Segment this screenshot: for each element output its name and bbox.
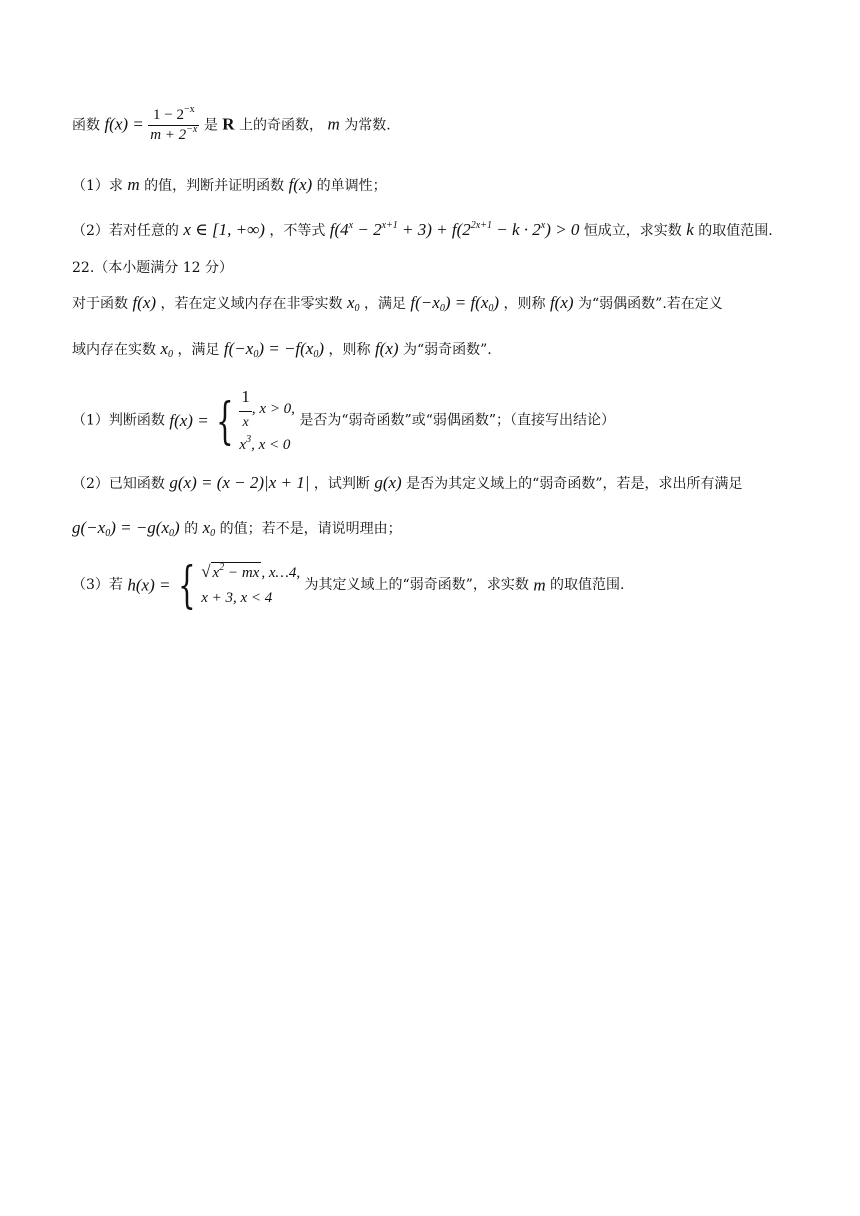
def-text: ，满足: [177, 342, 220, 358]
g-odd-equation: $g(-x_0) = -g(x_0)$: [72, 518, 180, 539]
def-text: 为“弱奇函数”.: [402, 342, 492, 358]
intro-lead: 函数: [72, 117, 100, 134]
fraction-numerator: 1 − 2: [152, 107, 184, 123]
case2-expr: x + 3, x < 4: [201, 590, 273, 607]
var-m: m: [327, 114, 340, 134]
q22-3-label: （3）若: [72, 577, 123, 593]
q22-2-text1: ，试判断: [313, 476, 370, 492]
var-m: m: [127, 175, 140, 194]
q22-part2-line2: [72, 518, 402, 539]
fx-expr: f(x): [288, 175, 313, 194]
q21-1-text2: 的单调性；: [316, 178, 387, 194]
sqrt-exponent: 2: [219, 562, 225, 574]
x-domain: x ∈ [1, +∞): [183, 220, 265, 239]
real-set-symbol: R: [222, 114, 235, 134]
case1-condition: , x…4,: [261, 565, 301, 582]
fx-expr: f(x): [132, 293, 157, 312]
q22-3-text1: 为其定义域上的“弱奇函数”，求实数: [304, 577, 529, 593]
q21-part1: [72, 176, 387, 193]
x0-var: $x_0$: [160, 339, 173, 360]
def-text: 对于函数: [72, 296, 128, 312]
gx-ref: g(x): [374, 473, 402, 492]
piecewise-brace: {: [178, 556, 196, 614]
q22-2-text4: 的值；若不是，请说明理由；: [219, 521, 402, 537]
def-text: ，则称: [328, 342, 371, 358]
case1-condition: , x > 0,: [251, 400, 295, 417]
x0-var: $x_0$: [346, 293, 360, 314]
intro-mid: 是: [203, 117, 218, 134]
case2-exponent: 3: [246, 433, 252, 445]
case2-condition: , x < 0: [251, 436, 291, 453]
denominator-exponent: −x: [186, 124, 198, 135]
def-text: ，若在定义域内存在非零实数: [160, 296, 343, 312]
q22-def-line1: [72, 293, 723, 314]
q22-3-text2: 的取值范围.: [550, 577, 625, 593]
case2-base: x: [239, 436, 247, 453]
fx-expr: f(x) =: [169, 411, 209, 431]
q21-part2: [72, 221, 773, 238]
q22-part1: [72, 386, 615, 455]
numerator-exponent: −x: [183, 104, 195, 115]
var-k: k: [686, 220, 694, 239]
var-m: m: [533, 575, 546, 595]
intro-tail: 为常数.: [344, 117, 391, 134]
intro-fraction: [148, 104, 199, 143]
q21-1-label: （1）求: [72, 178, 123, 194]
weak-odd-equation: $f(-x_0) = -f(x_0)$: [223, 339, 325, 360]
piecewise-cases: √ $x^2$ − mx , x…4, x + 3, x < 4: [201, 561, 300, 608]
q22-def-line2: [72, 339, 492, 360]
gx-expr: g(x) = (x − 2)|x + 1|: [169, 473, 310, 492]
q22-part3: [72, 556, 625, 614]
q21-1-text1: 的值，判断并证明函数: [144, 178, 285, 194]
q22-1-text: 是否为“弱奇函数”或“弱偶函数”；（直接写出结论）: [299, 412, 616, 429]
intro-mid2: 上的奇函数，: [239, 117, 324, 134]
sqrt-rest: − mx: [224, 565, 260, 582]
def-text: 为“弱偶函数”.若在定义: [578, 296, 723, 312]
piecewise-brace: {: [216, 391, 234, 450]
q22-1-label: （1）判断函数: [72, 412, 165, 429]
q21-2-text3: 的取值范围.: [698, 223, 773, 239]
q21-2-text2: 恒成立，求实数: [583, 223, 682, 239]
piecewise-cases: [239, 386, 295, 455]
fx-expr: f(x): [374, 339, 399, 358]
q21-2-text1: ，不等式: [269, 223, 326, 239]
x0-var: $x_0$: [202, 518, 216, 539]
q22-2-label: （2）已知函数: [72, 476, 165, 492]
q22-part2-line1: [72, 474, 742, 491]
case1-numerator: 1: [239, 386, 252, 412]
case1-denominator: x: [242, 414, 249, 430]
weak-even-equation: $f(-x_0) = f(x_0)$: [410, 293, 500, 314]
def-text: ，满足: [363, 296, 406, 312]
sqrt-base: x: [212, 565, 220, 582]
fx-expr: f(x): [549, 293, 574, 312]
def-text: 域内存在实数: [72, 342, 156, 358]
q22-2-text2: 是否为其定义域上的“弱奇函数”，若是，求出所有满足: [406, 476, 743, 492]
hx-expr: h(x) =: [127, 575, 171, 595]
def-text: ，则称: [503, 296, 546, 312]
intro-fx: f(x) =: [104, 114, 144, 134]
inequality: $f(4^x - 2^{x+1} + 3) + f(2^{2x+1} - k \cdot 2^x) > 0$: [329, 220, 580, 239]
q21-2-label: （2）若对任意的: [72, 223, 179, 239]
q22-2-text3: 的: [184, 521, 199, 537]
q22-heading: 22.（本小题满分 12 分）: [72, 260, 233, 276]
fraction-denominator: m + 2: [150, 127, 187, 143]
intro-line: [72, 104, 391, 143]
